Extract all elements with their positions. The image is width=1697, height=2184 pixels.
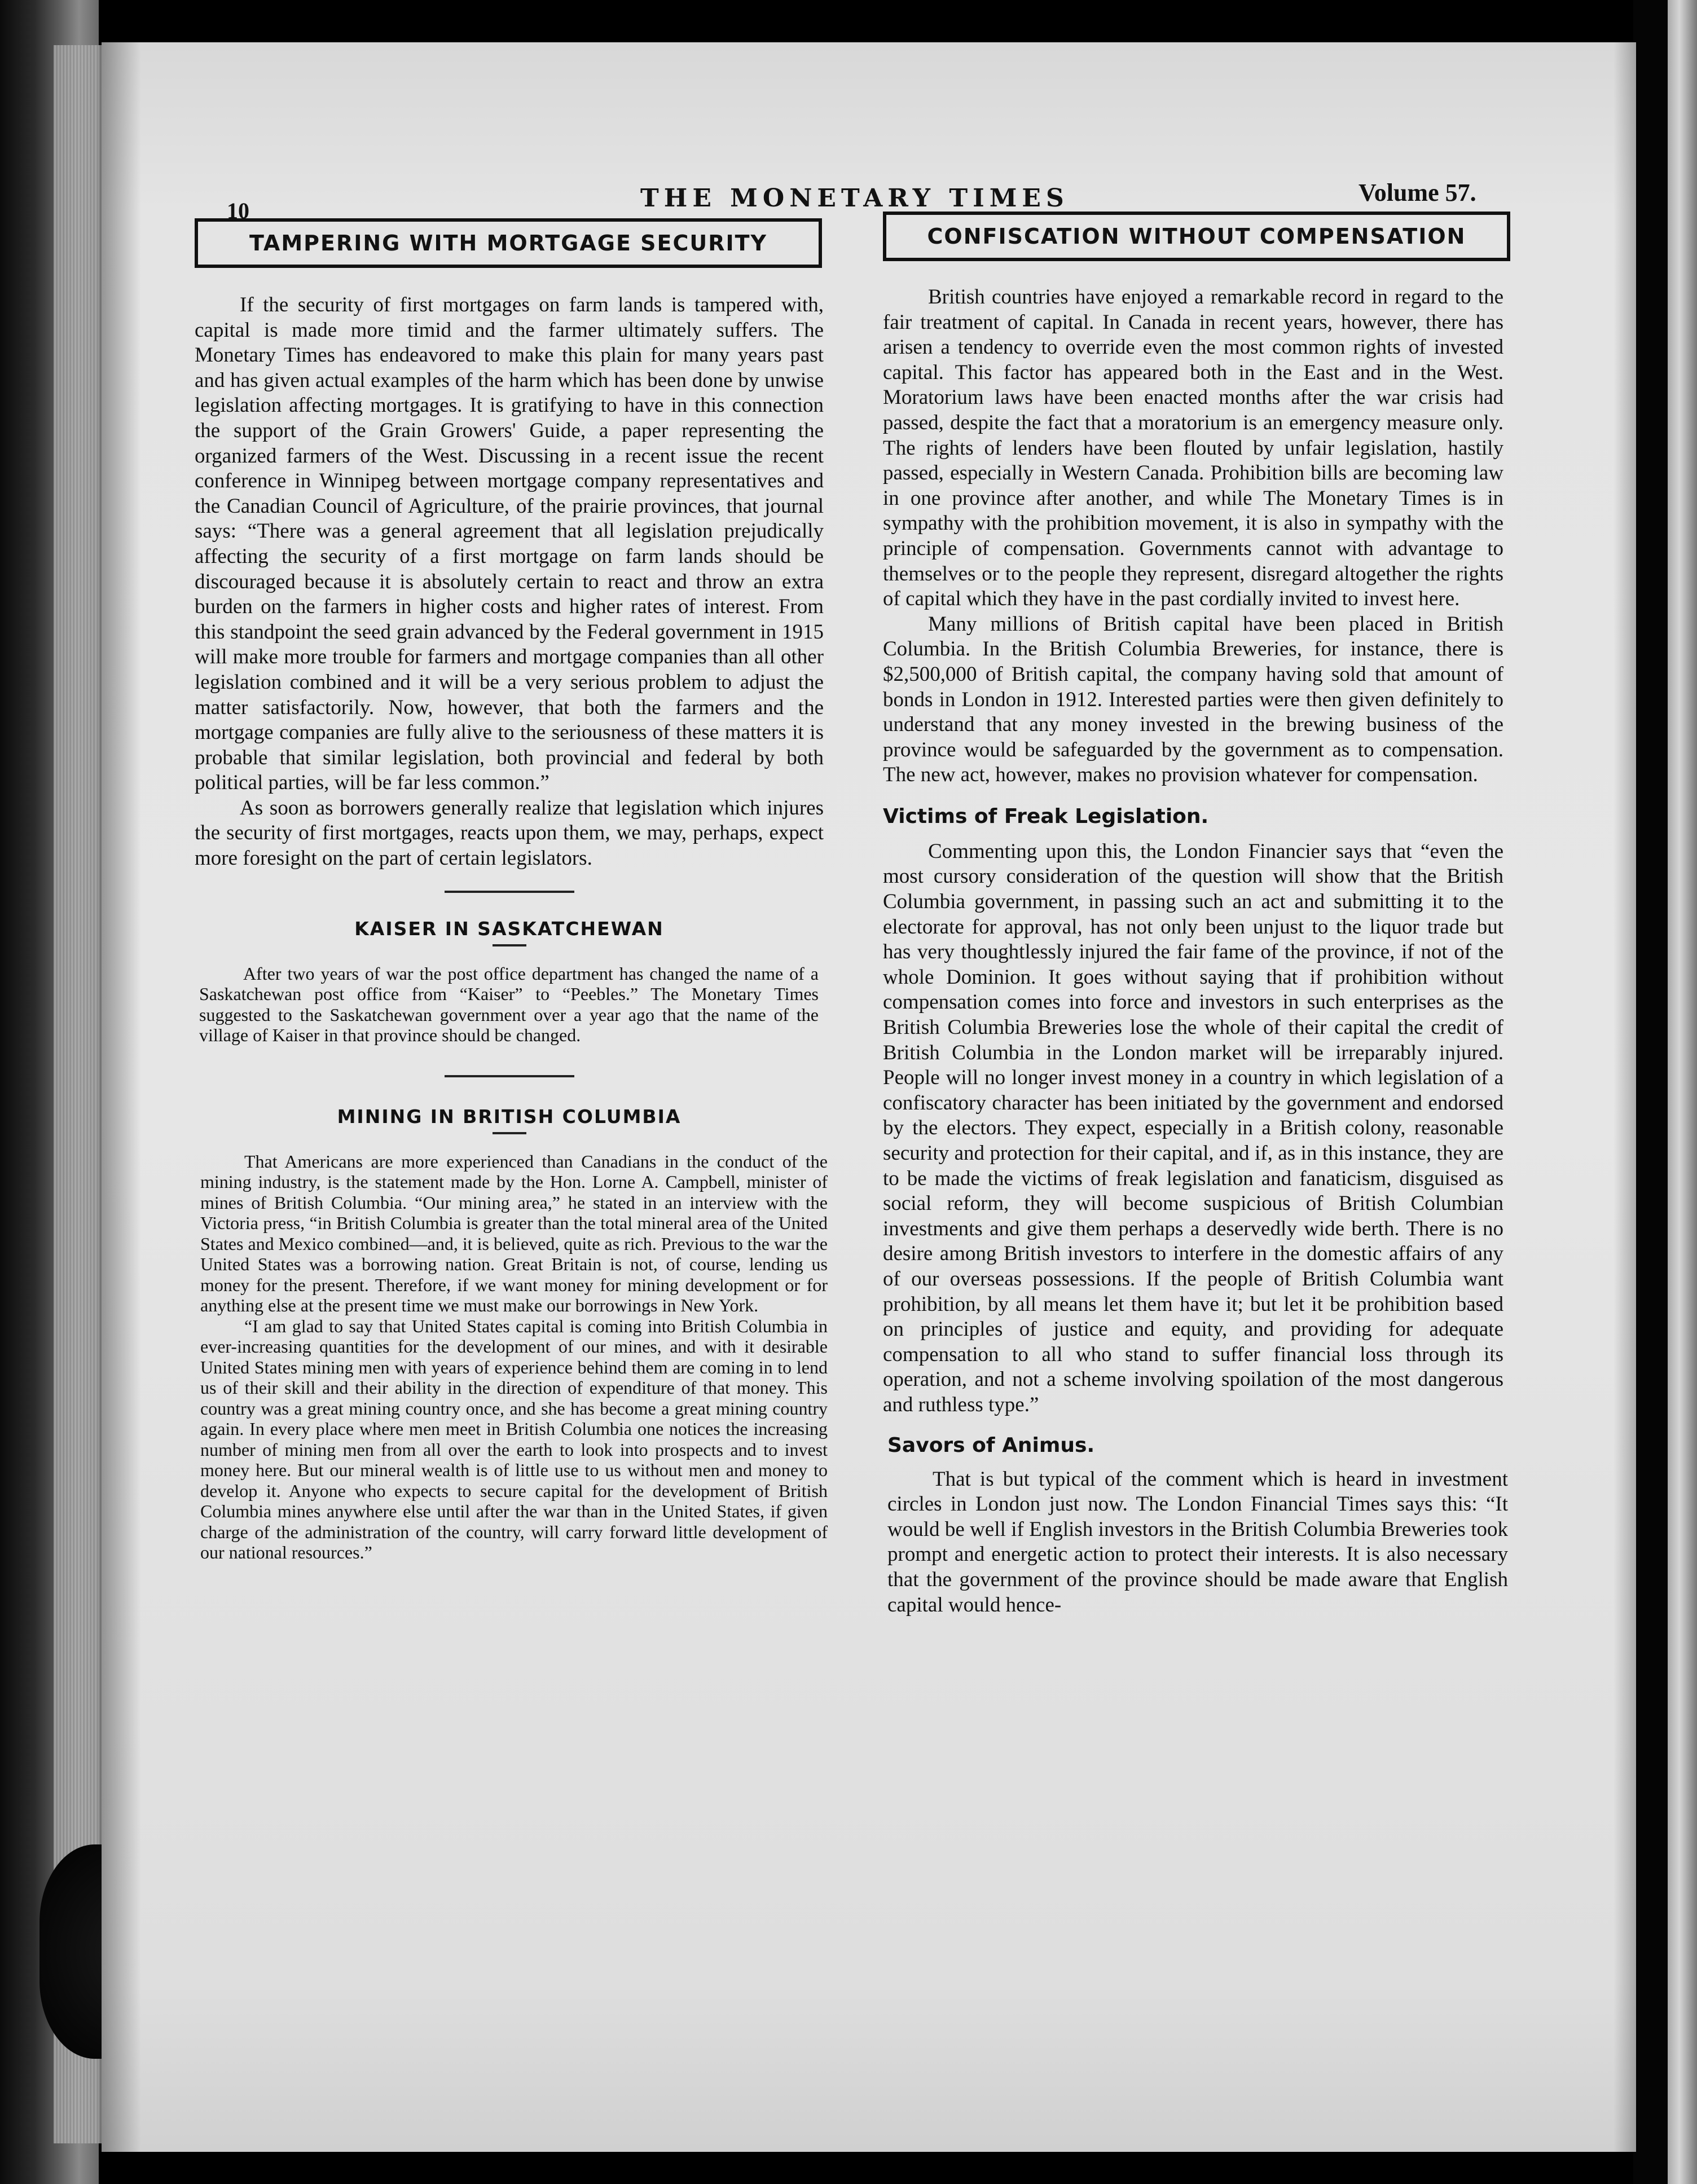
confiscation-paragraph-2: Many millions of British capital have been placed in British Columbia. In the British Columbia Breweries, for instance, there is $2,500,000 of British capital, the company having sold that amount of bonds in London in 1912. Interested parties were then given definitely to understand that any money invested in the brewing business of the province would be safeguarded by the government as to compensation. The new act, however, makes no provision whatever for compensation. bbox=[883, 612, 1503, 787]
victims-paragraph: Commenting upon this, the London Financier says that “even the most cursory consideration of the question will show that the British Columbia government, in passing such an act and submitting it to the electorate for approval, has not only been unjust to the liquor trade but has very thoughtlessly injured the fair fame of the province, if not of the whole Dominion. It goes without saying that if prohibition without compensation comes into force and investors in such enterprises as the British Columbia Breweries lose the whole of their capital the credit of British Columbia in the London market will be irreparably injured. People will no longer invest money in a country in which legislation of a confiscatory character has been initiated by the government and endorsed by the electors. They expect, especially in a British colony, reasonable security and protection for their capital, and if, as in this instance, they are to be made the victims of freak legislation and fanaticism, disguised as social reform, they will become suspicious of British Columbian investments and give them perhaps a deservedly wide berth. There is no desire among British investors to interfere in the domestic affairs of any of our overseas possessions. If the people of British Columbia want prohibition, by all means let them have it; but let it be prohibition based on principles of justice and equity, and providing for adequate compensation to all who stand to suffer financial loss through its operation, and not a scheme involving spoilation of the most dangerous and ruthless type.” bbox=[883, 839, 1503, 1416]
facing-page-edge bbox=[1668, 0, 1697, 2184]
page-number: 10 bbox=[227, 198, 249, 223]
kaiser-article bbox=[199, 963, 819, 1046]
right-column bbox=[883, 212, 1520, 1618]
victims-subheading: Victims of Freak Legislation. bbox=[883, 804, 1209, 828]
mortgage-heading: TAMPERING WITH MORTGAGE SECURITY bbox=[195, 218, 822, 268]
confiscation-paragraph-1: British countries have enjoyed a remarkable record in regard to the fair treatment of capital. In Canada in recent years, however, there has arisen a tendency to override even the most common rights of invested capital. This factor has appeared both in the East and in the West. Moratorium laws have been enacted months after the war crisis had passed, despite the fact that a moratorium is an emergency measure only. The rights of lenders have been flouted by unfair legislation, hastily passed, especially in Western Canada. Prohibition bills are becoming law in one province after another, and while The Monetary Times is in sympathy with the prohibition movement, it is also in sympathy with the principle of compensation. Governments cannot with advantage to themselves or to the people they represent, disregard altogether the rights of capital which they have in the past cordially invited to invest here. bbox=[883, 285, 1503, 611]
volume-label: Volume 57. bbox=[1359, 179, 1476, 206]
page-edges bbox=[54, 45, 104, 2143]
section-rule bbox=[445, 1075, 574, 1077]
mortgage-paragraph-1: If the security of first mortgages on farm lands is tampered with, capital is made more timid and the farmer ultimately suffers. The Monetary Times has endeavored to make this plain for many years past and has given actual examples of the harm which has been done by unwise legislation affecting mortgages. It is gratifying to have in this connection the support of the Grain Growers' Guide, a paper representing the organized farmers of the West. Discussing in a recent issue the recent conference in Winnipeg between mortgage company representatives and the Canadian Council of Agriculture, of the prairie provinces, that journal says: “There was a general agreement that all legislation prejudically affecting the security of a first mortgage on farm lands should be discouraged because it is absolutely certain to react and throw an extra burden on the farmers in higher costs and higher rates of interest. From this standpoint the seed grain advanced by the Federal government in 1915 will make more trouble for farmers and mortgage companies than all other legislation combined and it will be a very serious problem to adjust the matter satisfactorily. Now, however, that both the farmers and the mortgage companies are fully alive to the seriousness of these matters it is probable that similar legislation, both provincial and federal by both political parties, will be far less common.” bbox=[195, 293, 824, 795]
kaiser-paragraph-1: After two years of war the post office department has changed the name of a Saskatchewan post office from “Kaiser” to “Peebles.” The Monetary Times suggested to the Saskatchewan government over a year ago that the name of the village of Kaiser in that province should be changed. bbox=[199, 963, 819, 1046]
confiscation-article bbox=[883, 285, 1503, 788]
left-column bbox=[195, 218, 828, 1563]
victims-article bbox=[883, 839, 1503, 1418]
mortgage-paragraph-2: As soon as borrowers generally realize that legislation which injures the security of first mortgages, reacts upon them, we may, perhaps, expect more foresight on the part of certain legislators. bbox=[195, 796, 824, 870]
animus-article bbox=[887, 1467, 1508, 1618]
magazine-page bbox=[102, 42, 1636, 2152]
gutter-shadow bbox=[1633, 0, 1667, 2184]
mining-heading: MINING IN BRITISH COLUMBIA bbox=[337, 1105, 682, 1128]
section-rule bbox=[445, 891, 574, 893]
kaiser-heading: KAISER IN SASKATCHEWAN bbox=[354, 917, 664, 940]
mining-paragraph-2: “I am glad to say that United States capital is coming into British Columbia in ever-increasing quantities for the development of our mines, and with it desirable United States mining men with years of experience behind them are coming in to lend us of their skill and their ability in the direction of expenditure of that money. This country was a great mining country once, and she has become a great mining country again. In every place where men meet in British Columbia one notices the increasing number of mining men from all over the earth to look into prospects and to invest money here. But our mineral wealth is of little use to us without men and money to develop it. Anyone who expects to secure capital for the development of British Columbia mines anywhere else until after the war than in the United States, if given charge of the administration of the country, will carry forward little development of our national resources.” bbox=[200, 1315, 828, 1563]
publication-title: THE MONETARY TIMES bbox=[640, 184, 1069, 213]
animus-paragraph: That is but typical of the comment which is heard in investment circles in London just now. The London Financial Times says this: “It would be well if English investors in the British Columbia Breweries took prompt and energetic action to protect their interests. It is also necessary that the government of the province should be made aware that English capital would hence- bbox=[887, 1467, 1508, 1617]
mining-article bbox=[200, 1151, 828, 1563]
confiscation-heading: CONFISCATION WITHOUT COMPENSATION bbox=[883, 212, 1510, 261]
animus-subheading: Savors of Animus. bbox=[887, 1433, 1095, 1457]
mining-paragraph-1: That Americans are more experienced than Canadians in the conduct of the mining industry, is the statement made by the Hon. Lorne A. Campbell, minister of mines of British Columbia. “Our mining area,” he stated in an interview with the Victoria press, “in British Columbia is greater than the total mineral area of the United States and Mexico combined—and, it is believed, quite as rich. Previous to the war the United States was a borrowing nation. Great Britain is not, of course, lending us money for the present. Therefore, if we want money for mining development or for anything else at the present time we must make our borrowings in New York. bbox=[200, 1151, 828, 1316]
running-head bbox=[102, 141, 1636, 223]
mortgage-article bbox=[195, 293, 824, 871]
